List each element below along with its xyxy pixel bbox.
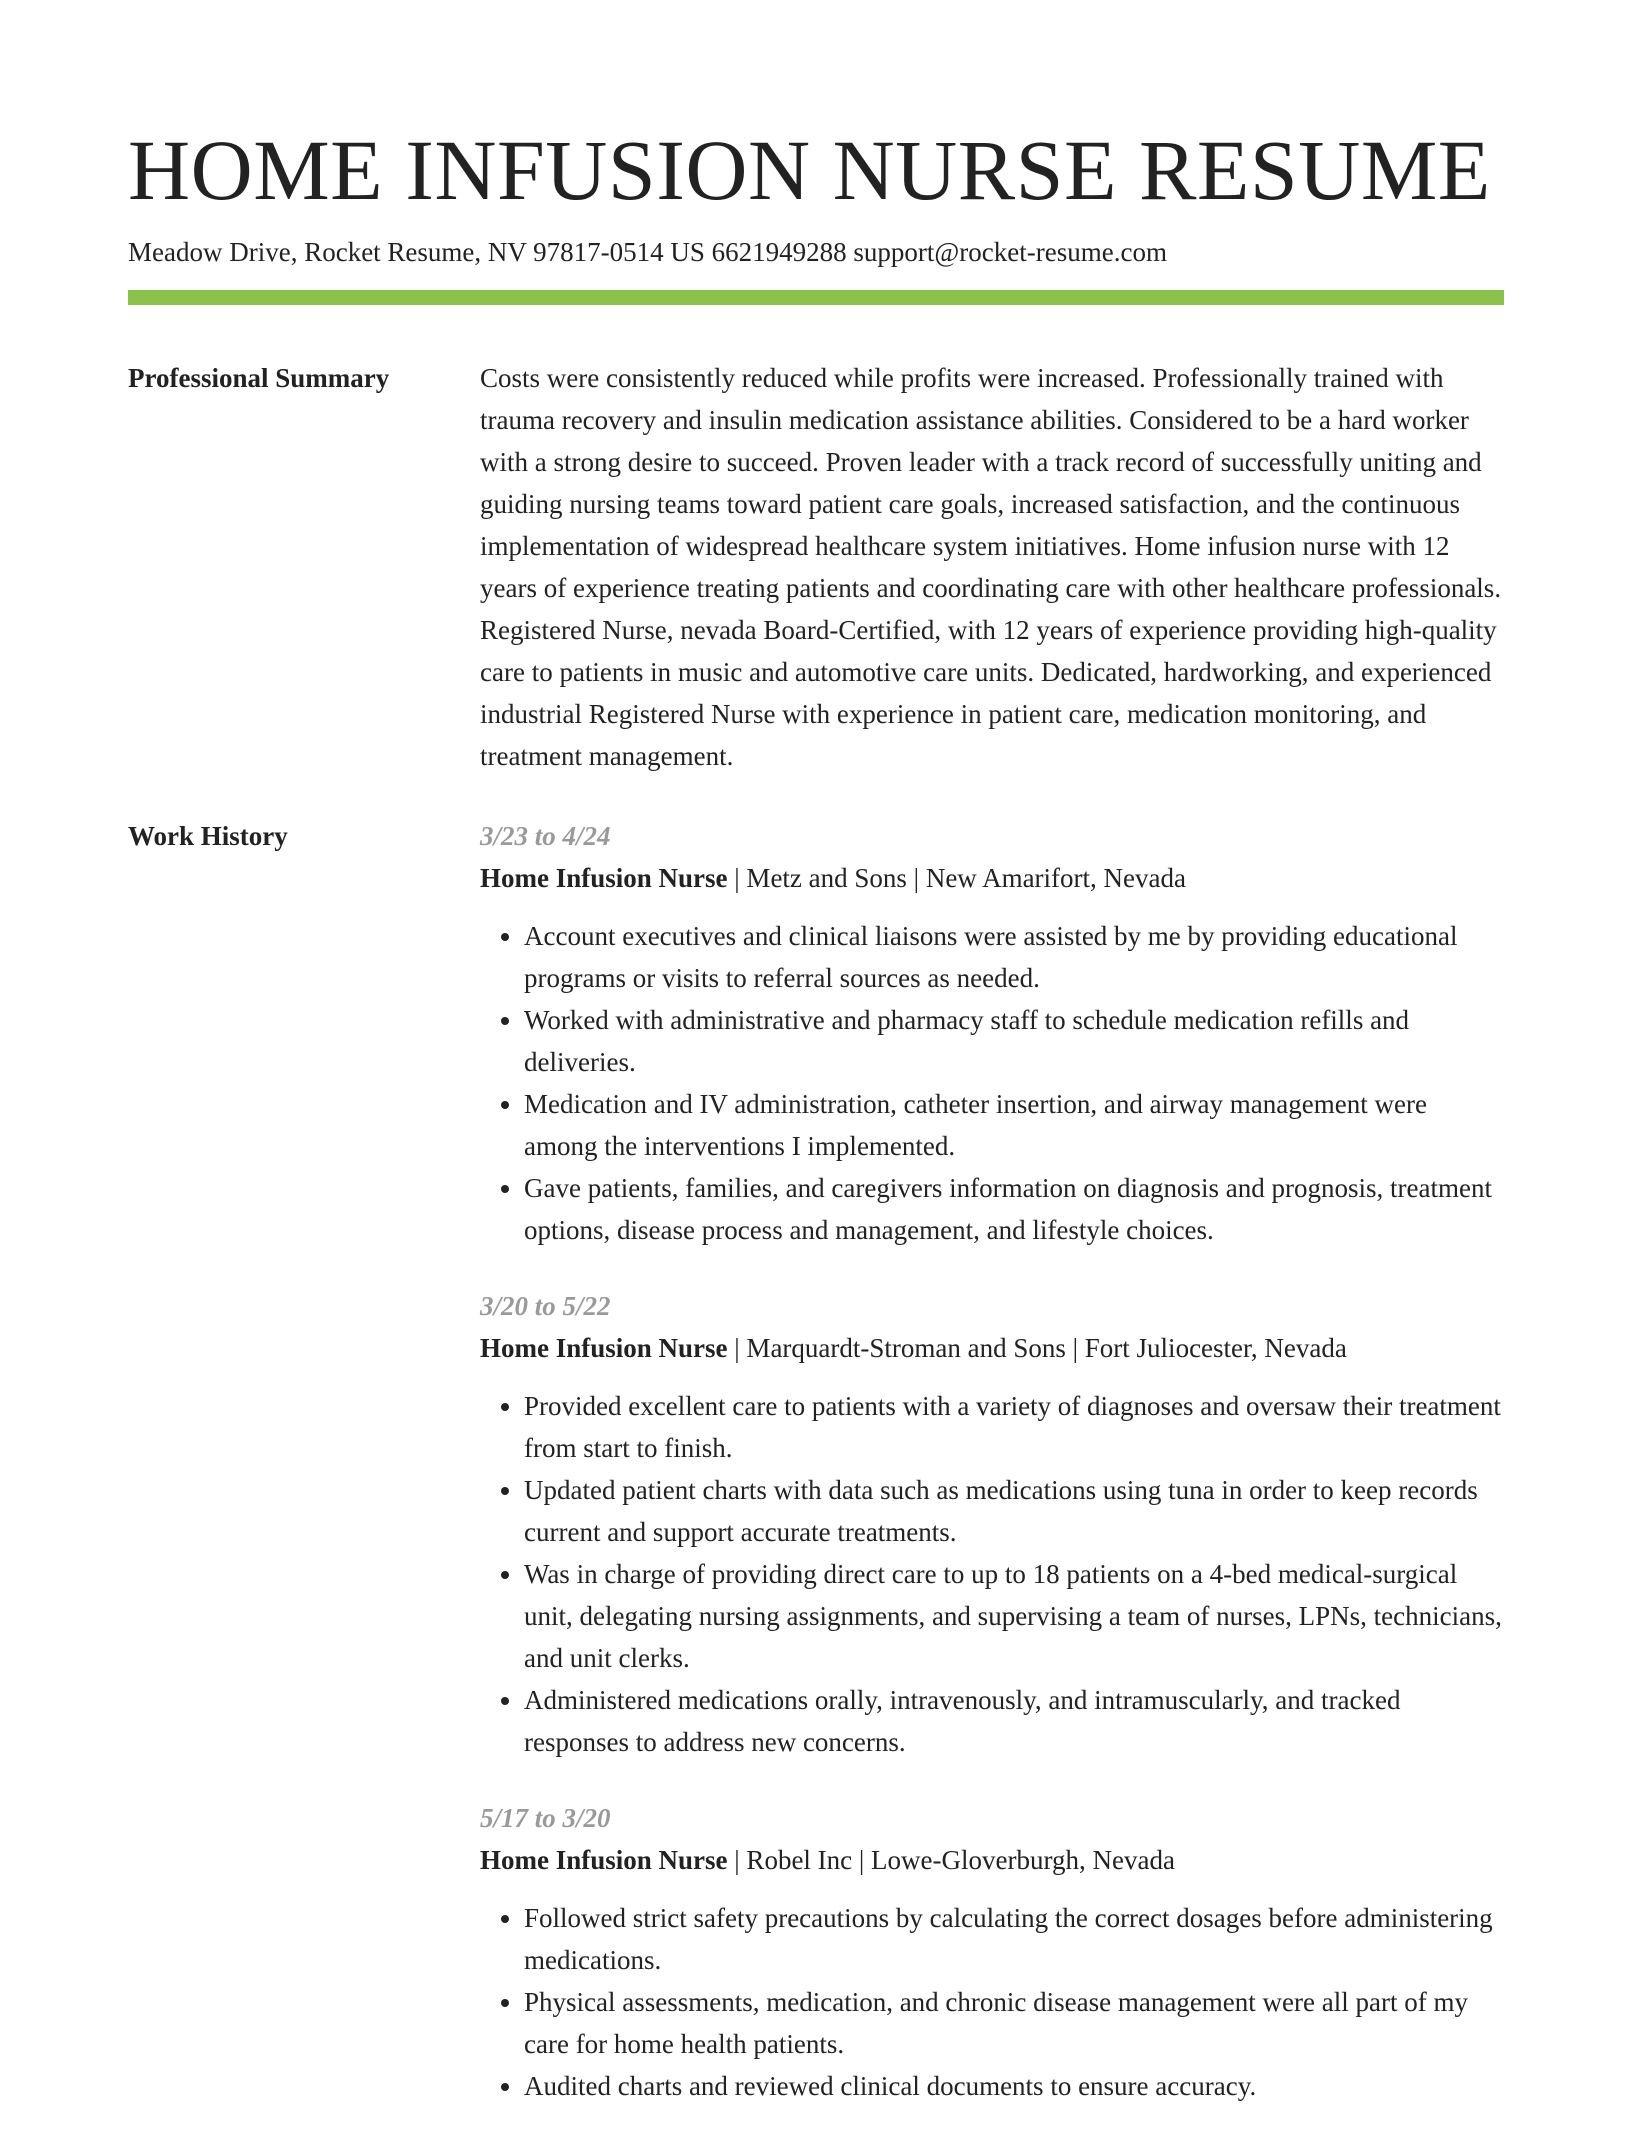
job-bullets	[480, 1897, 1504, 2107]
job-employer-location: | Metz and Sons | New Amarifort, Nevada	[727, 863, 1186, 893]
contact-line: Meadow Drive, Rocket Resume, NV 97817-0514 US 6621949288 support@rocket-resume.com	[128, 237, 1167, 267]
resume-title: HOME INFUSION NURSE RESUME	[128, 122, 1491, 218]
work-history-section	[128, 815, 1504, 2141]
job-bullets	[480, 915, 1504, 1251]
job-bullet: • Administered medications orally, intravenously, and intramuscularly, and tracked responses to address new concerns.	[524, 1679, 1504, 1763]
summary-text: Costs were consistently reduced while profits were increased. Professionally trained with trauma recovery and insulin medication assistance abilities. Considered to be a hard worker with a strong desire to succeed. Proven leader with a track record of successfully uniting and guiding nursing teams toward patient care goals, increased satisfaction, and the continuous implementation of widespread healthcare system initiatives. Home infusion nurse with 12 years of experience treating patients and coordinating care with other healthcare professionals. Registered Nurse, nevada Board-Certified, with 12 years of experience providing high-quality care to patients in music and automotive care units. Dedicated, hardworking, and experienced industrial Registered Nurse with experience in patient care, medication monitoring, and treatment management.	[480, 363, 1502, 771]
job-dates: 3/23 to 4/24	[480, 821, 611, 851]
job-bullets	[480, 1385, 1504, 1763]
job-entry	[480, 815, 1504, 1251]
job-title: Home Infusion Nurse	[480, 1845, 728, 1875]
job-bullet: • Worked with administrative and pharmacy staff to schedule medication refills and deliveries.	[524, 999, 1504, 1083]
job-bullet: • Provided excellent care to patients with a variety of diagnoses and oversaw their treatment from start to finish.	[524, 1385, 1504, 1469]
job-bullet: • Audited charts and reviewed clinical documents to ensure accuracy.	[524, 2065, 1504, 2107]
job-entry	[480, 1797, 1504, 2107]
work-history-heading: Work History	[128, 821, 288, 851]
job-title-line	[480, 1839, 1504, 1881]
summary-heading: Professional Summary	[128, 363, 390, 393]
job-dates: 3/20 to 5/22	[480, 1291, 611, 1321]
job-employer-location: | Marquardt-Stroman and Sons | Fort Juliocester, Nevada	[727, 1333, 1347, 1363]
job-employer-location: | Robel Inc | Lowe-Gloverburgh, Nevada	[727, 1845, 1175, 1875]
job-title-line	[480, 857, 1504, 899]
job-title: Home Infusion Nurse	[480, 863, 728, 893]
job-title: Home Infusion Nurse	[480, 1333, 728, 1363]
job-bullet: • Medication and IV administration, catheter insertion, and airway management were among the interventions I implemented.	[524, 1083, 1504, 1167]
summary-section	[128, 357, 1504, 777]
resume-page	[128, 118, 1504, 2141]
job-bullet: • Gave patients, families, and caregivers information on diagnosis and prognosis, treatment options, disease process and management, and lifestyle choices.	[524, 1167, 1504, 1251]
accent-divider	[128, 290, 1504, 305]
job-bullet: • Was in charge of providing direct care to up to 18 patients on a 4-bed medical-surgical unit, delegating nursing assignments, and supervising a team of nurses, LPNs, technicians, and unit clerks.	[524, 1553, 1504, 1679]
job-title-line	[480, 1327, 1504, 1369]
job-bullet: • Updated patient charts with data such as medications using tuna in order to keep records current and support accurate treatments.	[524, 1469, 1504, 1553]
job-bullet: • Physical assessments, medication, and chronic disease management were all part of my care for home health patients.	[524, 1981, 1504, 2065]
job-dates: 5/17 to 3/20	[480, 1803, 611, 1833]
job-entry	[480, 1285, 1504, 1763]
job-bullet: • Followed strict safety precautions by calculating the correct dosages before administering medications.	[524, 1897, 1504, 1981]
job-bullet: • Account executives and clinical liaisons were assisted by me by providing educational programs or visits to referral sources as needed.	[524, 915, 1504, 999]
